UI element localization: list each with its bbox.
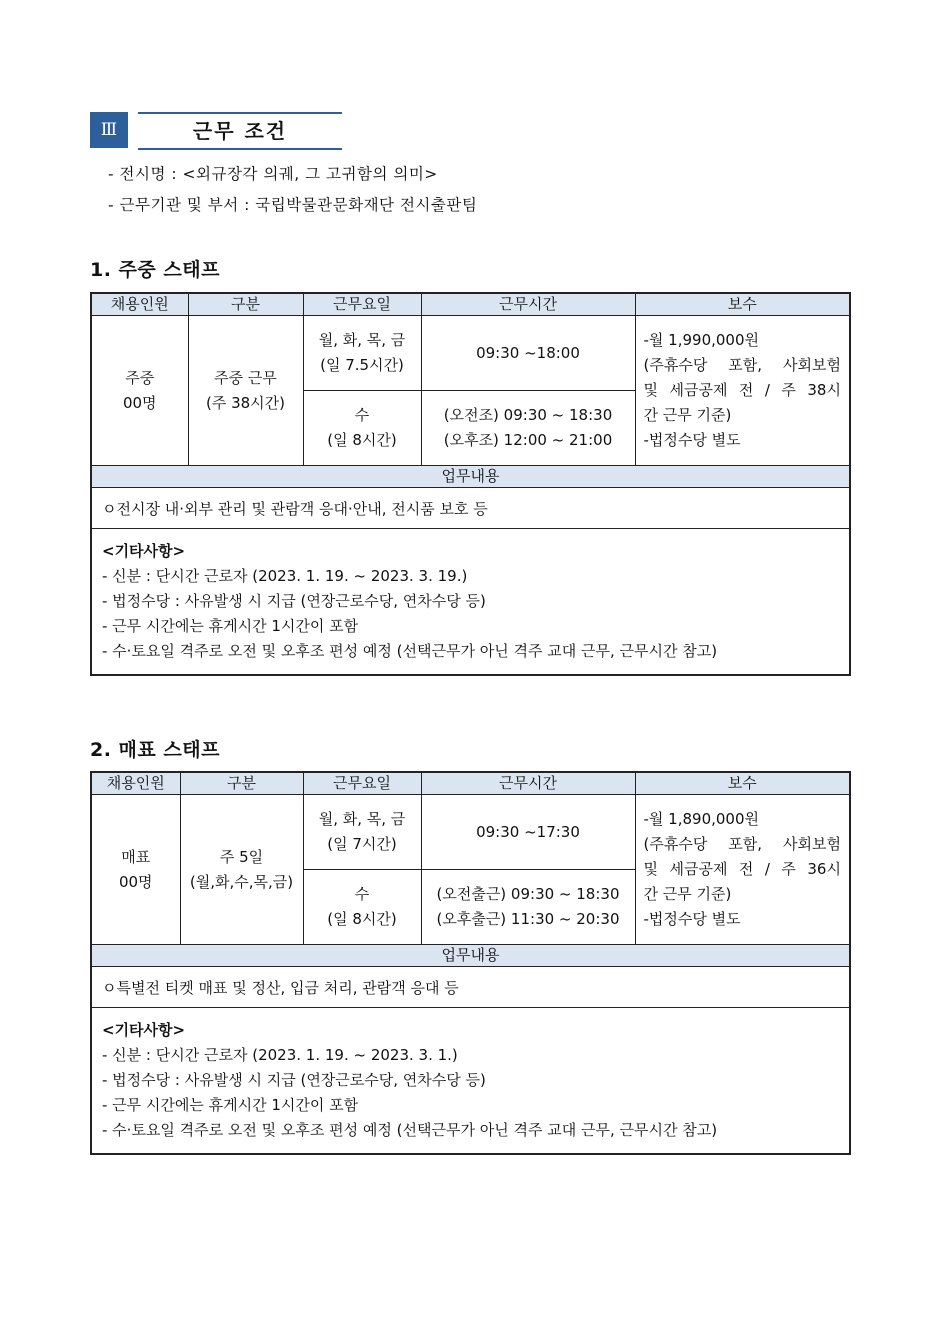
staff2-days-b-cell — [303, 870, 421, 945]
staff1-hours-b-afternoon: (오후조) 12:00 ~ 21:00 — [443, 431, 613, 449]
staff1-headcount-count: 00명 — [122, 393, 157, 412]
staff2-notes — [91, 1008, 850, 1155]
staff2-days-a-cell — [303, 795, 421, 870]
staff1-hours-b-morning: (오전조) 09:30 ~ 18:30 — [443, 406, 613, 424]
pay-word: 전 — [738, 860, 754, 878]
pay-word: 사회보험 — [783, 835, 841, 853]
staff1-notes-title: <기타사항> — [102, 542, 186, 560]
staff2-note: - 신분 : 단시간 근로자 (2023. 1. 19. ~ 2023. 3. 1.) — [102, 1046, 458, 1064]
staff2-headcount-label: 매표 — [121, 847, 151, 866]
staff2-category-name: 주 5일 — [219, 847, 264, 866]
header-category: 구분 — [180, 772, 303, 795]
header-pay: 보수 — [635, 293, 850, 316]
header-hours: 근무시간 — [421, 772, 635, 795]
staff1-pay-cell — [635, 316, 850, 466]
staff1-title: 1. 주중 스태프 — [90, 259, 220, 281]
staff2-pay-note-line — [644, 857, 842, 882]
pay-word: 38시 — [807, 381, 841, 399]
staff1-days-b: 수 — [354, 406, 370, 424]
header-workdays: 근무요일 — [303, 293, 421, 316]
staff2-hours-b-afternoon: (오후출근) 11:30 ~ 20:30 — [436, 910, 620, 928]
staff1-days-a-hours: (일 7.5시간) — [320, 356, 404, 374]
staff1-note: - 수·토요일 격주로 오전 및 오후조 편성 예정 (선택근무가 아닌 격주 교대 근무, 근무시간 참고) — [102, 642, 718, 660]
staff1-days-a: 월, 화, 목, 금 — [318, 331, 406, 349]
staff1-days-b-cell — [303, 391, 421, 466]
staff1-pay-amount: -월 1,990,000원 — [643, 331, 760, 349]
staff2-notes-title: <기타사항> — [102, 1021, 186, 1039]
staff2-table — [90, 771, 851, 1155]
staff1-category-cell — [188, 316, 303, 466]
pay-word: 포함, — [728, 835, 763, 853]
staff1-headcount-label: 주중 — [125, 368, 155, 387]
work-institution: - 근무기관 및 부서 : 국립박물관문화재단 전시출판팀 — [108, 196, 478, 214]
staff1-days-b-hours: (일 8시간) — [327, 431, 397, 449]
staff2-category-cell — [180, 795, 303, 945]
staff1-headcount-cell — [91, 316, 188, 466]
section-title: 근무 조건 — [192, 119, 288, 143]
header-workdays: 근무요일 — [303, 772, 421, 795]
section-header — [90, 112, 342, 150]
staff2-days-b-hours: (일 8시간) — [327, 910, 397, 928]
staff1-hours-a: 09:30 ~18:00 — [421, 316, 635, 391]
pay-word: 사회보험 — [783, 356, 841, 374]
staff2-days-a: 월, 화, 목, 금 — [318, 810, 406, 828]
staff2-pay-amount: -월 1,890,000원 — [643, 810, 760, 828]
staff1-table — [90, 292, 851, 676]
staff2-category-days: (월,화,수,목,금) — [189, 872, 294, 891]
staff1-pay-extra: -법정수당 별도 — [643, 431, 741, 449]
staff2-hours-b-cell — [421, 870, 635, 945]
staff2-title: 2. 매표 스태프 — [90, 739, 220, 761]
pay-word: 전 — [738, 381, 754, 399]
pay-word: (주휴수당 — [643, 835, 708, 853]
pay-word: 주 — [781, 860, 796, 878]
staff2-pay-basis: 간 근무 기준) — [643, 885, 732, 903]
header-headcount: 채용인원 — [91, 772, 180, 795]
pay-word: / — [764, 381, 770, 399]
staff2-hours-b-morning: (오전출근) 09:30 ~ 18:30 — [436, 885, 620, 903]
pay-word: 및 — [643, 381, 658, 399]
staff2-days-a-hours: (일 7시간) — [327, 835, 397, 853]
staff2-note: - 근무 시간에는 휴게시간 1시간이 포함 — [102, 1096, 359, 1114]
section-title-box — [138, 112, 342, 150]
header-headcount: 채용인원 — [91, 293, 188, 316]
header-category: 구분 — [188, 293, 303, 316]
pay-word: 세금공제 — [669, 381, 728, 399]
staff1-note: - 근무 시간에는 휴게시간 1시간이 포함 — [102, 617, 359, 635]
staff2-hours-a: 09:30 ~17:30 — [421, 795, 635, 870]
header-pay: 보수 — [635, 772, 850, 795]
staff2-pay-cell — [635, 795, 850, 945]
pay-word: 주 — [781, 381, 796, 399]
header-hours: 근무시간 — [421, 293, 635, 316]
staff2-days-b: 수 — [354, 885, 370, 903]
staff1-pay-basis: 간 근무 기준) — [643, 406, 732, 424]
staff1-pay-note-line — [644, 353, 842, 378]
staff1-days-a-cell — [303, 316, 421, 391]
staff1-duty: ㅇ전시장 내·외부 관리 및 관람객 응대·안내, 전시품 보호 등 — [91, 488, 850, 529]
staff2-pay-note-line — [644, 832, 842, 857]
staff1-category-hours: (주 38시간) — [205, 393, 286, 412]
pay-word: 세금공제 — [669, 860, 728, 878]
staff2-headcount-count: 00명 — [118, 872, 153, 891]
staff2-note: - 수·토요일 격주로 오전 및 오후조 편성 예정 (선택근무가 아닌 격주 교대 근무, 근무시간 참고) — [102, 1121, 718, 1139]
section-number-badge: Ⅲ — [90, 112, 128, 148]
pay-word: 포함, — [728, 356, 763, 374]
staff1-note: - 신분 : 단시간 근로자 (2023. 1. 19. ~ 2023. 3. 19.) — [102, 567, 468, 585]
pay-word: (주휴수당 — [643, 356, 708, 374]
staff2-headcount-cell — [91, 795, 180, 945]
staff1-category-name: 주중 근무 — [214, 368, 277, 387]
pay-word: / — [764, 860, 770, 878]
header-duties: 업무내용 — [91, 945, 850, 967]
staff2-pay-extra: -법정수당 별도 — [643, 910, 741, 928]
staff1-hours-b-cell — [421, 391, 635, 466]
staff1-notes — [91, 529, 850, 676]
staff1-pay-note-line — [644, 378, 842, 403]
staff2-note: - 법정수당 : 사유발생 시 지급 (연장근로수당, 연차수당 등) — [102, 1071, 486, 1089]
pay-word: 및 — [643, 860, 658, 878]
staff2-duty: ㅇ특별전 티켓 매표 및 정산, 입금 처리, 관람객 응대 등 — [91, 967, 850, 1008]
pay-word: 36시 — [807, 860, 841, 878]
exhibition-name: - 전시명 : <외규장각 의궤, 그 고귀함의 의미> — [108, 165, 438, 183]
header-duties: 업무내용 — [91, 466, 850, 488]
staff1-note: - 법정수당 : 사유발생 시 지급 (연장근로수당, 연차수당 등) — [102, 592, 486, 610]
